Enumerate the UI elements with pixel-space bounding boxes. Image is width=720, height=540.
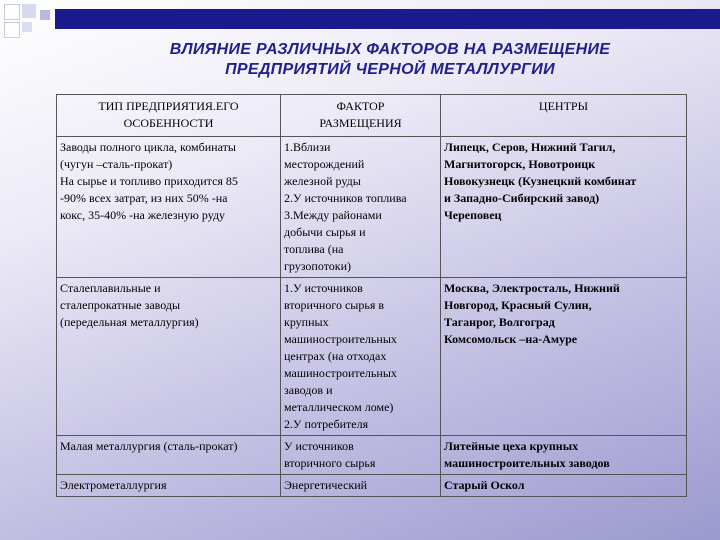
title-line-2: ПРЕДПРИЯТИЙ ЧЕРНОЙ МЕТАЛЛУРГИИ	[225, 61, 555, 78]
table-row	[57, 436, 687, 475]
cell-centers: Литейные цеха крупных машиностроительных заводов	[441, 436, 687, 475]
cell-factor: У источников вторичного сырья	[281, 436, 441, 475]
header-factor: ФАКТОР РАЗМЕЩЕНИЯ	[281, 95, 441, 137]
cell-type: Сталеплавильные и сталепрокатные заводы (передельная металлургия)	[57, 278, 281, 436]
page-title	[60, 40, 720, 80]
cell-type: Заводы полного цикла, комбинаты (чугун –сталь-прокат) На сырье и топливо приходится 85 -90% всех затрат, из них 50% -на кокс, 35-40% -на железную руду	[57, 137, 281, 278]
cell-factor: 1.У источников вторичного сырья в крупных машиностроительных центрах (на отходах машиностроительных заводов и металлическом ломе) 2.У потребителя	[281, 278, 441, 436]
cell-type: Малая металлургия (сталь-прокат)	[57, 436, 281, 475]
cell-type: Электрометаллургия	[57, 475, 281, 497]
cell-centers: Липецк, Серов, Нижний Тагил, Магнитогорск, Новотроицк Новокузнецк (Кузнецкий комбинат и Западно-Сибирский завод) Череповец	[441, 137, 687, 278]
factors-table	[56, 94, 687, 497]
title-line-1: ВЛИЯНИЕ РАЗЛИЧНЫХ ФАКТОРОВ НА РАЗМЕЩЕНИЕ	[169, 41, 611, 58]
table-row	[57, 278, 687, 436]
cell-centers: Москва, Электросталь, Нижний Новгород, Красный Сулин, Таганрог, Волгоград Комсомольск –на-Амуре	[441, 278, 687, 436]
cell-factor: Энергетический	[281, 475, 441, 497]
header-centers: ЦЕНТРЫ	[441, 95, 687, 137]
table-row	[57, 475, 687, 497]
table-row	[57, 137, 687, 278]
cell-factor: 1.Вблизи месторождений железной руды 2.У источников топлива 3.Между районами добычи сырья и топлива (на грузопотоки)	[281, 137, 441, 278]
cell-centers: Старый Оскол	[441, 475, 687, 497]
header-type: ТИП ПРЕДПРИЯТИЯ.ЕГО ОСОБЕННОСТИ	[57, 95, 281, 137]
factors-table-wrapper	[56, 94, 686, 497]
table-header-row	[57, 95, 687, 137]
header-bar	[55, 9, 720, 29]
